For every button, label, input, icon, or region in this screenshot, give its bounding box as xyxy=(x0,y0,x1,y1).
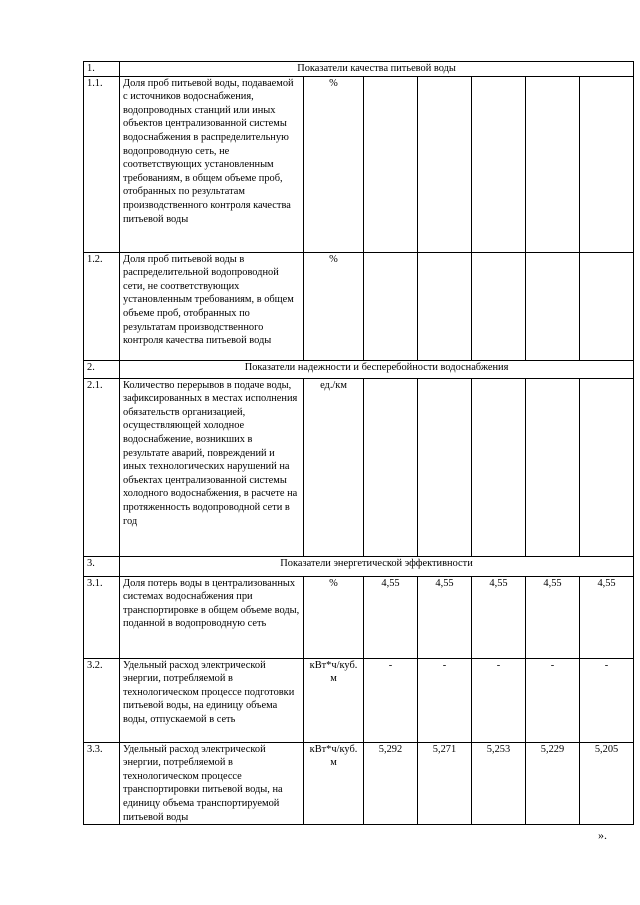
indicator-text: Количество перерывов в подаче воды, зафиксированных в местах исполнения обязательств организацией, осуществляющей холодное водоснабжение, возникших в результате аварий, повреждений и иных технологических нарушений на объектах централизованной системы холодного водоснабжения, в расчете на протяженность водопроводной сети в год xyxy=(120,378,304,556)
value-cell xyxy=(364,252,418,360)
unit-cell: % xyxy=(304,76,364,252)
unit-cell: ед./км xyxy=(304,378,364,556)
section-header-row xyxy=(84,62,634,77)
indicator-text: Удельный расход электрической энергии, потребляемой в технологическом процессе подготовки питьевой воды, на единицу объема воды, отпускаемой в сеть xyxy=(120,658,304,742)
table-row xyxy=(84,76,634,252)
indicators-table xyxy=(83,61,634,825)
table-row xyxy=(84,742,634,825)
value-cell xyxy=(418,76,472,252)
row-number: 3.3. xyxy=(84,742,120,825)
value-cell: 4,55 xyxy=(472,576,526,658)
value-cell xyxy=(580,252,634,360)
table-row xyxy=(84,252,634,360)
value-cell xyxy=(418,252,472,360)
indicator-text: Доля потерь воды в централизованных системах водоснабжения при транспортировке в общем объеме воды, поданной в водопроводную сеть xyxy=(120,576,304,658)
unit-cell: кВт*ч/куб. м xyxy=(304,658,364,742)
value-cell: - xyxy=(364,658,418,742)
indicator-text: Доля проб питьевой воды в распределительной водопроводной сети, не соответствующих установленным требованиям, в общем объеме проб, отобранных по результатам производственного контроля качества питьевой воды xyxy=(120,252,304,360)
value-cell: 5,292 xyxy=(364,742,418,825)
value-cell: - xyxy=(580,658,634,742)
value-cell xyxy=(526,252,580,360)
row-number: 2.1. xyxy=(84,378,120,556)
value-cell xyxy=(364,378,418,556)
section-number: 3. xyxy=(84,556,120,576)
value-cell xyxy=(580,378,634,556)
value-cell xyxy=(472,252,526,360)
value-cell xyxy=(472,378,526,556)
value-cell: 5,271 xyxy=(418,742,472,825)
indicator-text: Удельный расход электрической энергии, потребляемой в технологическом процессе транспортировки питьевой воды, на единицу объема транспортируемой питьевой воды xyxy=(120,742,304,825)
section-number: 1. xyxy=(84,62,120,77)
unit-cell: кВт*ч/куб. м xyxy=(304,742,364,825)
row-number: 1.1. xyxy=(84,76,120,252)
value-cell: 5,205 xyxy=(580,742,634,825)
value-cell: 5,229 xyxy=(526,742,580,825)
value-cell: 5,253 xyxy=(472,742,526,825)
value-cell: 4,55 xyxy=(580,576,634,658)
table-row xyxy=(84,378,634,556)
value-cell: 4,55 xyxy=(364,576,418,658)
value-cell xyxy=(364,76,418,252)
value-cell xyxy=(472,76,526,252)
section-header-row xyxy=(84,556,634,576)
row-number: 3.1. xyxy=(84,576,120,658)
value-cell: 4,55 xyxy=(418,576,472,658)
closing-quote: ». xyxy=(598,828,607,842)
section-title: Показатели надежности и бесперебойности водоснабжения xyxy=(120,360,634,378)
unit-cell: % xyxy=(304,252,364,360)
value-cell xyxy=(418,378,472,556)
row-number: 3.2. xyxy=(84,658,120,742)
value-cell xyxy=(580,76,634,252)
row-number: 1.2. xyxy=(84,252,120,360)
section-title: Показатели качества питьевой воды xyxy=(120,62,634,77)
section-header-row xyxy=(84,360,634,378)
value-cell: 4,55 xyxy=(526,576,580,658)
section-title: Показатели энергетической эффективности xyxy=(120,556,634,576)
indicator-text: Доля проб питьевой воды, подаваемой с источников водоснабжения, водопроводных станций или иных объектов централизованной системы водоснабжения в распределительную водопроводную сеть, не соответствующих установленным требованиям, в общем объеме проб, отобранных по результатам производственного контроля качества питьевой воды xyxy=(120,76,304,252)
value-cell: - xyxy=(526,658,580,742)
table-row xyxy=(84,658,634,742)
section-number: 2. xyxy=(84,360,120,378)
value-cell: - xyxy=(472,658,526,742)
table-row xyxy=(84,576,634,658)
unit-cell: % xyxy=(304,576,364,658)
value-cell: - xyxy=(418,658,472,742)
value-cell xyxy=(526,378,580,556)
value-cell xyxy=(526,76,580,252)
